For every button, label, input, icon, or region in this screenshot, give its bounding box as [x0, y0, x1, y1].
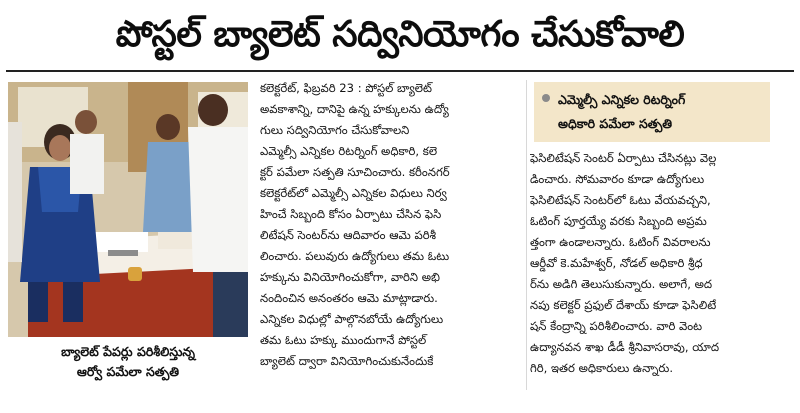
- article-column-2: [530, 148, 792, 379]
- photo-caption: [8, 342, 248, 382]
- pull-quote-text: [558, 88, 685, 136]
- article-line: ఉద్యానవన శాఖ డీడీ శ్రీనివాసరావు, యాద: [530, 340, 720, 354]
- article-line: ఫెసిలిటేషన్ సెంటర్‌లో ఓటు వేయవచ్చని,: [530, 193, 711, 207]
- bullet-icon: [542, 94, 550, 102]
- article-line: ఓటింగ్ పూర్తయ్యే వరకు సిబ్బంది అప్రమ: [530, 214, 707, 228]
- article-line: తమ ఓటు హక్కు ముందుగానే పోస్టల్: [260, 333, 427, 347]
- article-line: డించారు. సోమవారం కూడా ఉద్యోగులు: [530, 172, 705, 186]
- article-line: నపు కలెక్టర్ ప్రఫుల్ దేశాయ్ కూడా ఫెసిలిటే: [530, 298, 717, 312]
- article-line: హించే సిబ్బంది కోసం ఏర్పాటు చేసిన ఫెసి: [260, 207, 442, 221]
- article-line: త్తంగా ఉండాలన్నారు. ఓటింగ్ వివరాలను: [530, 235, 711, 249]
- article-line: ఆర్డీవో కె.మహేశ్వర్, నోడల్ అధికారి శ్రీధ: [530, 256, 703, 270]
- pull-quote-box: [534, 82, 770, 142]
- article-line: క్టర్ పమేలా సత్పతి సూచించారు. కరీంనగర్: [260, 165, 450, 179]
- article-line: బ్యాలెట్ ద్వారా వినియోగించుకునేందుకే: [260, 354, 434, 368]
- article-line: ఫెసిలిటేషన్ సెంటర్ ఏర్పాటు చేసినట్లు వెల్ల: [530, 151, 717, 165]
- article-line: హక్కును వినియోగించుకోగా, వారిని అభి: [260, 270, 440, 284]
- headline: పోస్టల్ బ్యాలెట్ సద్వినియోగం చేసుకోవాలి: [115, 14, 685, 55]
- article-line: లించారు. పలువురు ఉద్యోగులు తమ ఓటు: [260, 249, 450, 263]
- pull-quote-line-1: ఎమ్మెల్సీ ఎన్నికల రిటర్నింగ్: [558, 92, 686, 107]
- article-line: ఎన్నికల విధుల్లో పాల్గొనబోయే ఉద్యోగులు: [260, 312, 444, 326]
- article-line: కలెక్టరేట్‌లో ఎమ్మెల్సీ ఎన్నికల విధులు నిర్వ: [260, 186, 447, 200]
- news-photo: [8, 82, 248, 337]
- article-line: షన్ కేంద్రాన్ని పరిశీలించారు. వారి వెంట: [530, 319, 703, 333]
- article-line: కలెక్టరేట్, ఫిబ్రవరి 23 : పోస్టల్ బ్యాలెట్: [260, 81, 432, 95]
- article-line: ఎమ్మెల్సీ ఎన్నికల రిటర్నింగ్ అధికారి, కలె: [260, 144, 438, 158]
- headline-divider: [6, 70, 794, 72]
- article-line: గులు సద్వినియోగం చేసుకోవాలని: [260, 123, 410, 137]
- column-divider: [526, 80, 527, 390]
- caption-line-1: బ్యాలెట్ పేపర్లు పరిశీలిస్తున్న: [61, 344, 195, 359]
- article-column-1: [260, 78, 522, 372]
- article-line: అవకాశాన్ని, దానిపై ఉన్న హక్కులను ఉద్యో: [260, 102, 449, 116]
- article-line: నందించిన అనంతరం ఆమె మాట్లాడారు.: [260, 291, 438, 305]
- article-line: గిరి, ఇతర అధికారులు ఉన్నారు.: [530, 361, 674, 375]
- pull-quote-line-2: అధికారి పమేలా సత్పతి: [558, 116, 673, 131]
- caption-line-2: ఆర్వో పమేలా సత్పతి: [76, 364, 180, 379]
- article-line: లిటేషన్ సెంటర్‌ను ఆదివారం ఆమె పరిశీ: [260, 228, 436, 242]
- article-line: ర్‌ను అడిగి తెలుసుకున్నారు. అలాగే, అద: [530, 277, 713, 291]
